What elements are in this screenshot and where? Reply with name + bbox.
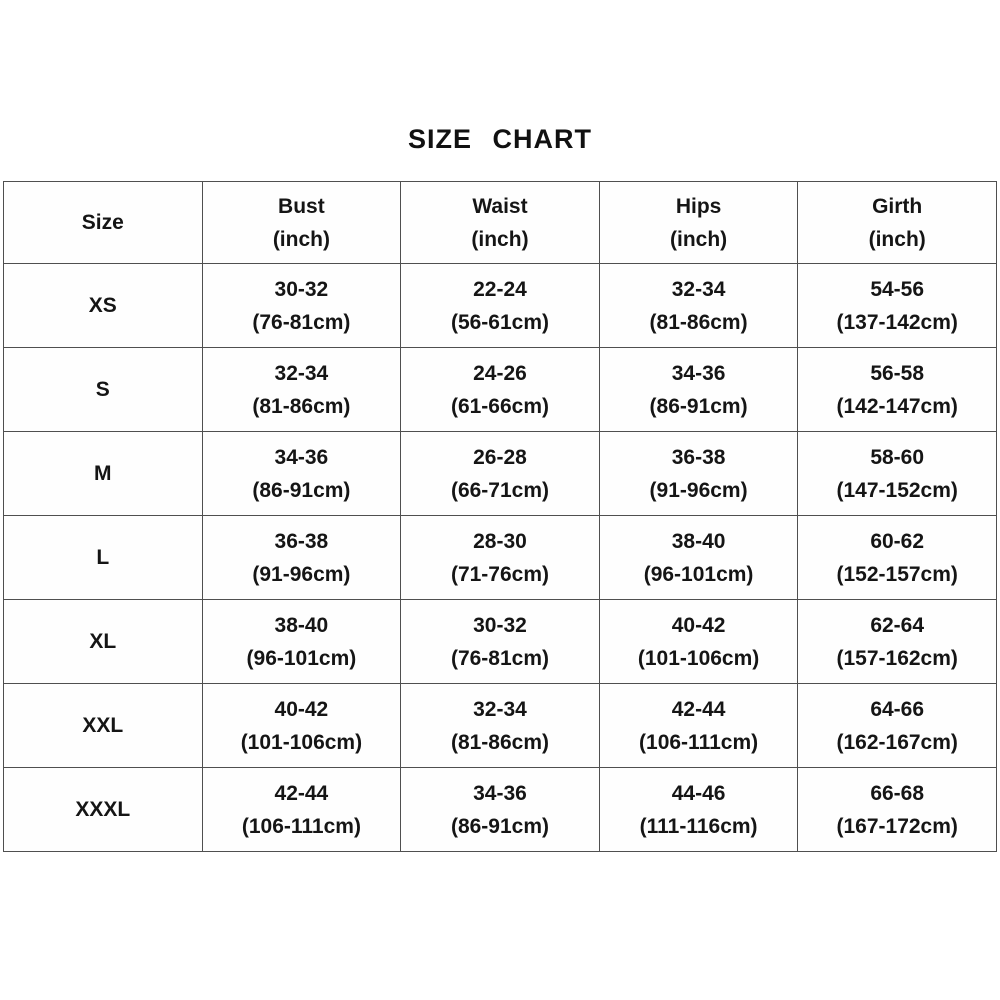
- hips-cell: [599, 516, 798, 600]
- size-label: XS: [88, 294, 117, 317]
- table-row-l: [4, 516, 997, 600]
- column-header-label: Size: [81, 211, 124, 234]
- cm-range: (71-76cm): [450, 562, 550, 586]
- girth-cell: [798, 768, 997, 852]
- inch-range: 38-40: [671, 529, 726, 553]
- inch-range: 36-38: [274, 529, 329, 553]
- cm-range: (167-172cm): [836, 814, 958, 838]
- cm-range: (66-71cm): [450, 478, 550, 502]
- size-chart-table: [3, 181, 997, 852]
- column-header-label: Waist: [472, 194, 528, 218]
- waist-cell: [401, 264, 600, 348]
- size-label: S: [95, 378, 110, 401]
- girth-cell: [798, 516, 997, 600]
- inch-range: 26-28: [473, 445, 527, 469]
- size-label: L: [96, 546, 110, 569]
- inch-range: 58-60: [870, 445, 925, 469]
- hips-cell: [599, 768, 798, 852]
- girth-cell: [798, 348, 997, 432]
- size-cell: [4, 432, 203, 516]
- cm-range: (86-91cm): [252, 478, 351, 502]
- size-cell: [4, 264, 203, 348]
- girth-cell: [798, 600, 997, 684]
- bust-cell: [202, 768, 401, 852]
- cm-range: (152-157cm): [836, 562, 958, 586]
- bust-cell: [202, 516, 401, 600]
- column-header-unit: (inch): [471, 227, 529, 251]
- inch-range: 42-44: [274, 781, 329, 805]
- size-label: XL: [89, 630, 117, 653]
- size-cell: [4, 600, 203, 684]
- inch-range: 66-68: [870, 781, 925, 805]
- cm-range: (142-147cm): [836, 394, 958, 418]
- header-row: [4, 182, 997, 264]
- column-header-girth: [798, 182, 997, 264]
- column-header-unit: (inch): [868, 227, 926, 251]
- column-header-waist: [401, 182, 600, 264]
- table-row-xxl: [4, 684, 997, 768]
- bust-cell: [202, 348, 401, 432]
- cm-range: (111-116cm): [639, 814, 758, 838]
- waist-cell: [401, 348, 600, 432]
- table-row-xs: [4, 264, 997, 348]
- cm-range: (106-111cm): [639, 730, 759, 754]
- bust-cell: [202, 600, 401, 684]
- table-row-s: [4, 348, 997, 432]
- inch-range: 22-24: [473, 277, 527, 301]
- hips-cell: [599, 432, 798, 516]
- inch-range: 64-66: [870, 697, 925, 721]
- cm-range: (56-61cm): [450, 310, 550, 334]
- bust-cell: [202, 264, 401, 348]
- inch-range: 62-64: [870, 613, 925, 637]
- page-title: SIZE CHART: [408, 124, 592, 154]
- inch-range: 44-46: [671, 781, 726, 805]
- table-row-m: [4, 432, 997, 516]
- cm-range: (101-106cm): [240, 730, 363, 754]
- cm-range: (157-162cm): [836, 646, 958, 670]
- cm-range: (86-91cm): [450, 814, 550, 838]
- column-header-label: Hips: [675, 194, 722, 218]
- inch-range: 56-58: [870, 361, 925, 385]
- cm-range: (81-86cm): [450, 730, 550, 754]
- table-row-xl: [4, 600, 997, 684]
- girth-cell: [798, 432, 997, 516]
- girth-cell: [798, 684, 997, 768]
- inch-range: 54-56: [870, 277, 925, 301]
- inch-range: 30-32: [473, 613, 527, 637]
- inch-range: 32-34: [671, 277, 726, 301]
- inch-range: 32-34: [473, 697, 527, 721]
- table-row-xxxl: [4, 768, 997, 852]
- column-header-unit: (inch): [272, 227, 330, 251]
- inch-range: 28-30: [473, 529, 527, 553]
- inch-range: 38-40: [274, 613, 329, 637]
- inch-range: 30-32: [274, 277, 329, 301]
- cm-range: (61-66cm): [450, 394, 550, 418]
- waist-cell: [401, 684, 600, 768]
- cm-range: (147-152cm): [836, 478, 958, 502]
- size-label: XXXL: [75, 798, 131, 821]
- column-header-label: Bust: [278, 194, 325, 218]
- inch-range: 42-44: [671, 697, 726, 721]
- column-header-hips: [599, 182, 798, 264]
- cm-range: (76-81cm): [252, 310, 351, 334]
- bust-cell: [202, 432, 401, 516]
- cm-range: (91-96cm): [649, 478, 748, 502]
- inch-range: 32-34: [274, 361, 329, 385]
- cm-range: (96-101cm): [643, 562, 754, 586]
- table-body: [4, 264, 997, 852]
- waist-cell: [401, 600, 600, 684]
- cm-range: (81-86cm): [252, 394, 351, 418]
- column-header-unit: (inch): [670, 227, 728, 251]
- inch-range: 34-36: [671, 361, 726, 385]
- size-label: M: [94, 462, 112, 485]
- size-cell: [4, 516, 203, 600]
- girth-cell: [798, 264, 997, 348]
- hips-cell: [599, 684, 798, 768]
- size-cell: [4, 768, 203, 852]
- cm-range: (76-81cm): [450, 646, 550, 670]
- hips-cell: [599, 348, 798, 432]
- hips-cell: [599, 600, 798, 684]
- size-cell: [4, 684, 203, 768]
- inch-range: 34-36: [274, 445, 329, 469]
- column-header-size: [4, 182, 203, 264]
- cm-range: (137-142cm): [836, 310, 958, 334]
- table-header: [4, 182, 997, 264]
- column-header-bust: [202, 182, 401, 264]
- waist-cell: [401, 432, 600, 516]
- waist-cell: [401, 768, 600, 852]
- inch-range: 34-36: [473, 781, 527, 805]
- cm-range: (81-86cm): [649, 310, 748, 334]
- inch-range: 60-62: [870, 529, 925, 553]
- cm-range: (86-91cm): [649, 394, 748, 418]
- cm-range: (96-101cm): [246, 646, 357, 670]
- bust-cell: [202, 684, 401, 768]
- column-header-label: Girth: [872, 194, 923, 218]
- cm-range: (106-111cm): [241, 814, 361, 838]
- inch-range: 40-42: [671, 613, 726, 637]
- hips-cell: [599, 264, 798, 348]
- inch-range: 36-38: [671, 445, 726, 469]
- inch-range: 40-42: [274, 697, 329, 721]
- size-label: XXL: [82, 714, 124, 737]
- size-cell: [4, 348, 203, 432]
- cm-range: (101-106cm): [637, 646, 760, 670]
- inch-range: 24-26: [473, 361, 527, 385]
- cm-range: (162-167cm): [836, 730, 958, 754]
- cm-range: (91-96cm): [252, 562, 351, 586]
- waist-cell: [401, 516, 600, 600]
